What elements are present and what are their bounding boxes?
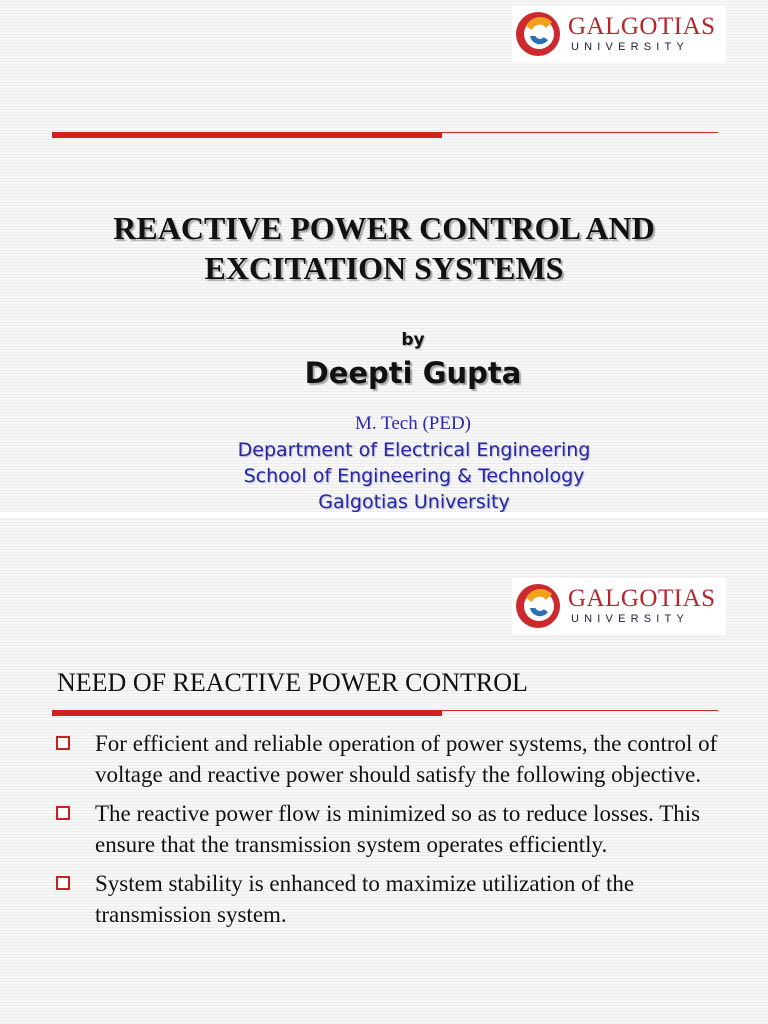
logo-wordmark: GALGOTIAS <box>568 13 716 40</box>
bullet-text: For efficient and reliable operation of power systems, the control of voltage and reactive power should satisfy the following objective. <box>95 731 718 787</box>
author-degree: M. Tech (PED) <box>355 413 471 434</box>
title-line-1: REACTIVE POWER CONTROL AND <box>113 210 655 246</box>
slide-heading: NEED OF REACTIVE POWER CONTROL <box>57 668 528 697</box>
list-item <box>55 728 735 790</box>
accent-rule <box>442 710 718 711</box>
accent-rule <box>442 132 718 133</box>
list-item <box>55 798 735 860</box>
list-item <box>55 868 735 930</box>
hollow-square-bullet-icon <box>56 806 70 820</box>
galgotias-swirl-icon <box>512 6 568 62</box>
accent-bar <box>52 710 442 716</box>
by-label: by <box>401 330 425 350</box>
content-slide <box>0 518 768 1024</box>
accent-bar <box>52 132 442 138</box>
bullet-text: System stability is enhanced to maximize utilization of the transmission system. <box>95 871 635 927</box>
slide-title <box>40 208 728 288</box>
bullet-list <box>55 728 735 938</box>
university-logo <box>512 6 726 62</box>
galgotias-swirl-icon <box>512 578 568 634</box>
university-line: Galgotias University <box>318 491 510 512</box>
author-name: Deepti Gupta <box>304 356 522 390</box>
logo-subtitle: UNIVERSITY <box>571 613 690 625</box>
university-logo <box>512 578 726 634</box>
hollow-square-bullet-icon <box>56 736 70 750</box>
school-line: School of Engineering & Technology <box>243 465 585 487</box>
logo-wordmark: GALGOTIAS <box>568 585 716 612</box>
bullet-text: The reactive power flow is minimized so as to reduce losses. This ensure that the transmission system operates efficiently. <box>95 801 701 857</box>
logo-subtitle: UNIVERSITY <box>571 41 690 53</box>
department-line: Department of Electrical Engineering <box>237 439 591 461</box>
title-line-2: EXCITATION SYSTEMS <box>204 250 564 286</box>
hollow-square-bullet-icon <box>56 876 70 890</box>
